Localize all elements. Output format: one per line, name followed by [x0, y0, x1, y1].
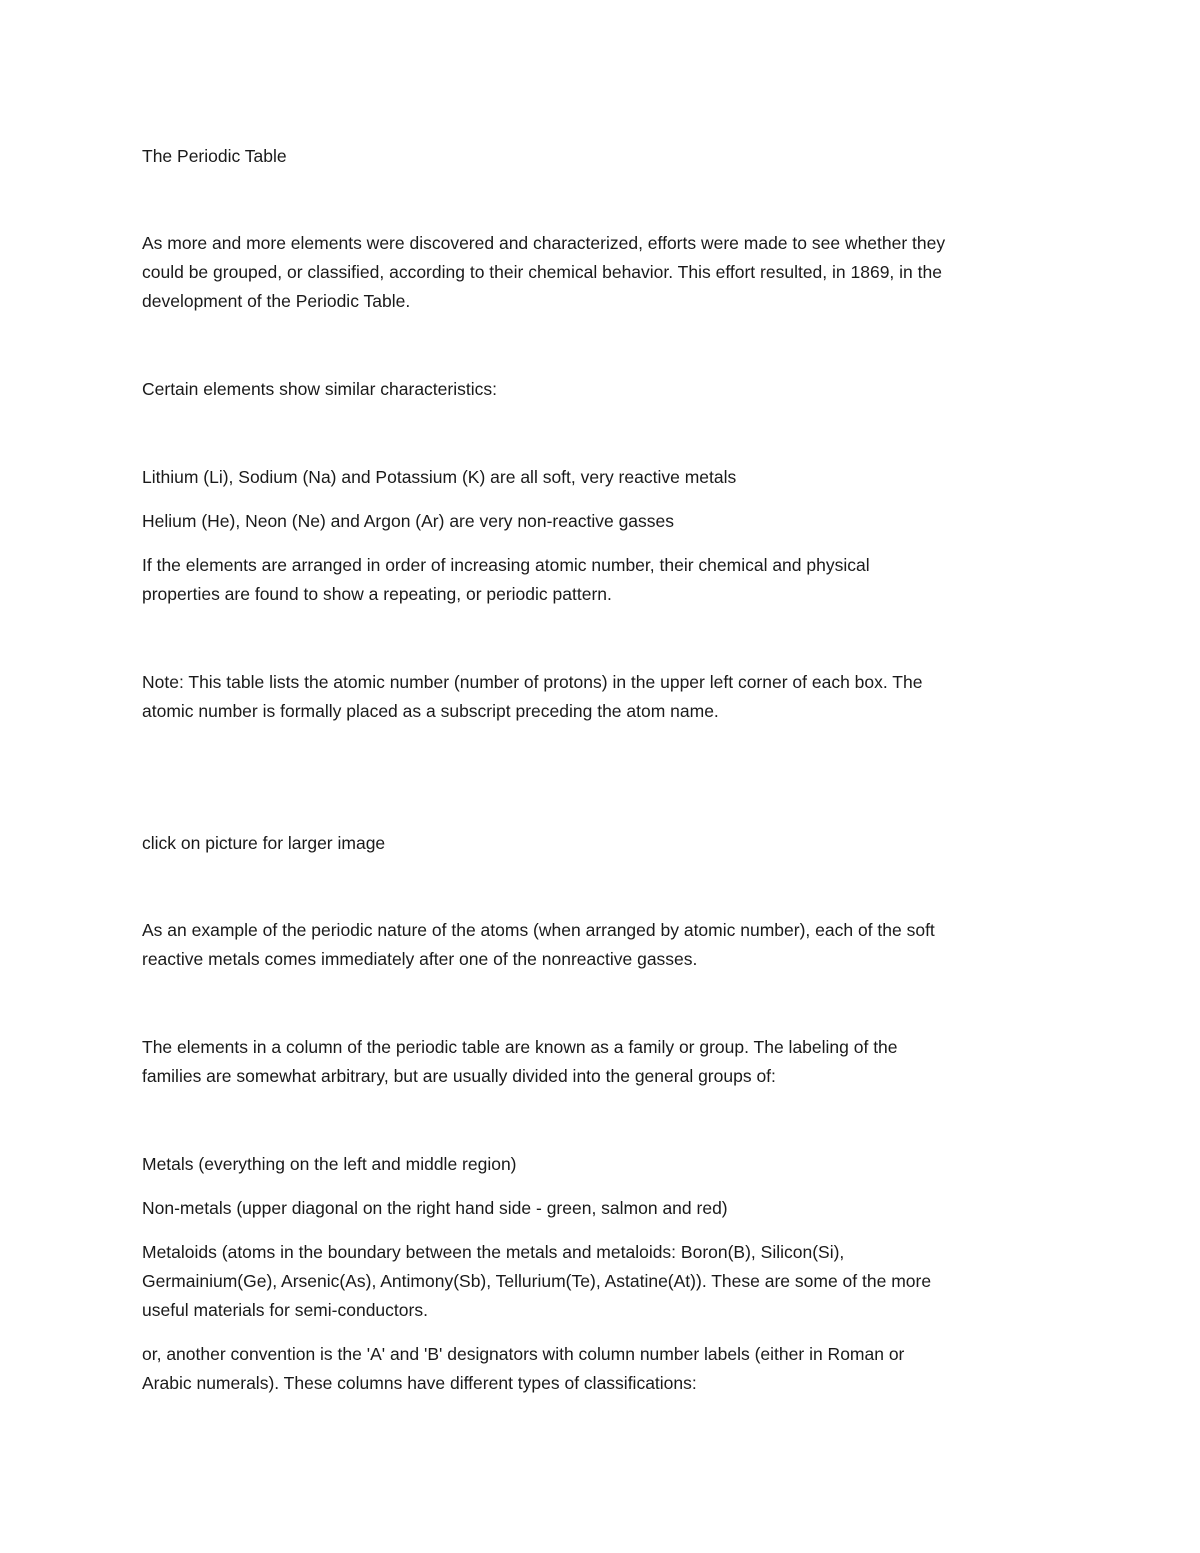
metaloids-line: Germainium(Ge), Arsenic(As), Antimony(Sb), Tellurium(Te), Astatine(At)). These are some of the more [142, 1271, 932, 1291]
click-for-larger-image-link[interactable]: click on picture for larger image [142, 833, 386, 853]
metaloids-paragraph [142, 1238, 1062, 1325]
nonmetals-paragraph: Non-metals (upper diagonal on the right hand side - green, salmon and red) [142, 1198, 728, 1218]
metaloids-line: useful materials for semi-conductors. [142, 1300, 428, 1320]
note-paragraph [142, 668, 1062, 726]
note-line: atomic number is formally placed as a subscript preceding the atom name. [142, 701, 719, 721]
intro-line: could be grouped, or classified, according to their chemical behavior. This effort resulted, in 1869, in the [142, 262, 942, 282]
similar-characteristics-heading: Certain elements show similar characteristics: [142, 379, 497, 399]
gasses-paragraph: Helium (He), Neon (Ne) and Argon (Ar) are very non-reactive gasses [142, 511, 675, 531]
document-title: The Periodic Table [142, 146, 287, 166]
families-line: families are somewhat arbitrary, but are usually divided into the general groups of: [142, 1066, 776, 1086]
intro-line: development of the Periodic Table. [142, 291, 411, 311]
convention-line: Arabic numerals). These columns have different types of classifications: [142, 1373, 697, 1393]
intro-line: As more and more elements were discovered and characterized, efforts were made to see whether they [142, 233, 946, 253]
convention-paragraph [142, 1340, 1062, 1398]
example-paragraph [142, 916, 1062, 974]
convention-line: or, another convention is the 'A' and 'B' designators with column number labels (either in Roman or [142, 1344, 905, 1364]
example-line: As an example of the periodic nature of the atoms (when arranged by atomic number), each of the soft [142, 920, 935, 940]
families-line: The elements in a column of the periodic table are known as a family or group. The labeling of the [142, 1037, 898, 1057]
metals-paragraph: Metals (everything on the left and middle region) [142, 1154, 517, 1174]
metaloids-line: Metaloids (atoms in the boundary between the metals and metaloids: Boron(B), Silicon(Si), [142, 1242, 845, 1262]
arrangement-line: If the elements are arranged in order of increasing atomic number, their chemical and physical [142, 555, 870, 575]
arrangement-paragraph [142, 551, 1062, 609]
soft-metals-paragraph: Lithium (Li), Sodium (Na) and Potassium (K) are all soft, very reactive metals [142, 467, 737, 487]
arrangement-line: properties are found to show a repeating, or periodic pattern. [142, 584, 612, 604]
example-line: reactive metals comes immediately after one of the nonreactive gasses. [142, 949, 698, 969]
families-paragraph [142, 1033, 1062, 1091]
intro-paragraph [142, 229, 1062, 316]
note-line: Note: This table lists the atomic number (number of protons) in the upper left corner of each box. The [142, 672, 923, 692]
